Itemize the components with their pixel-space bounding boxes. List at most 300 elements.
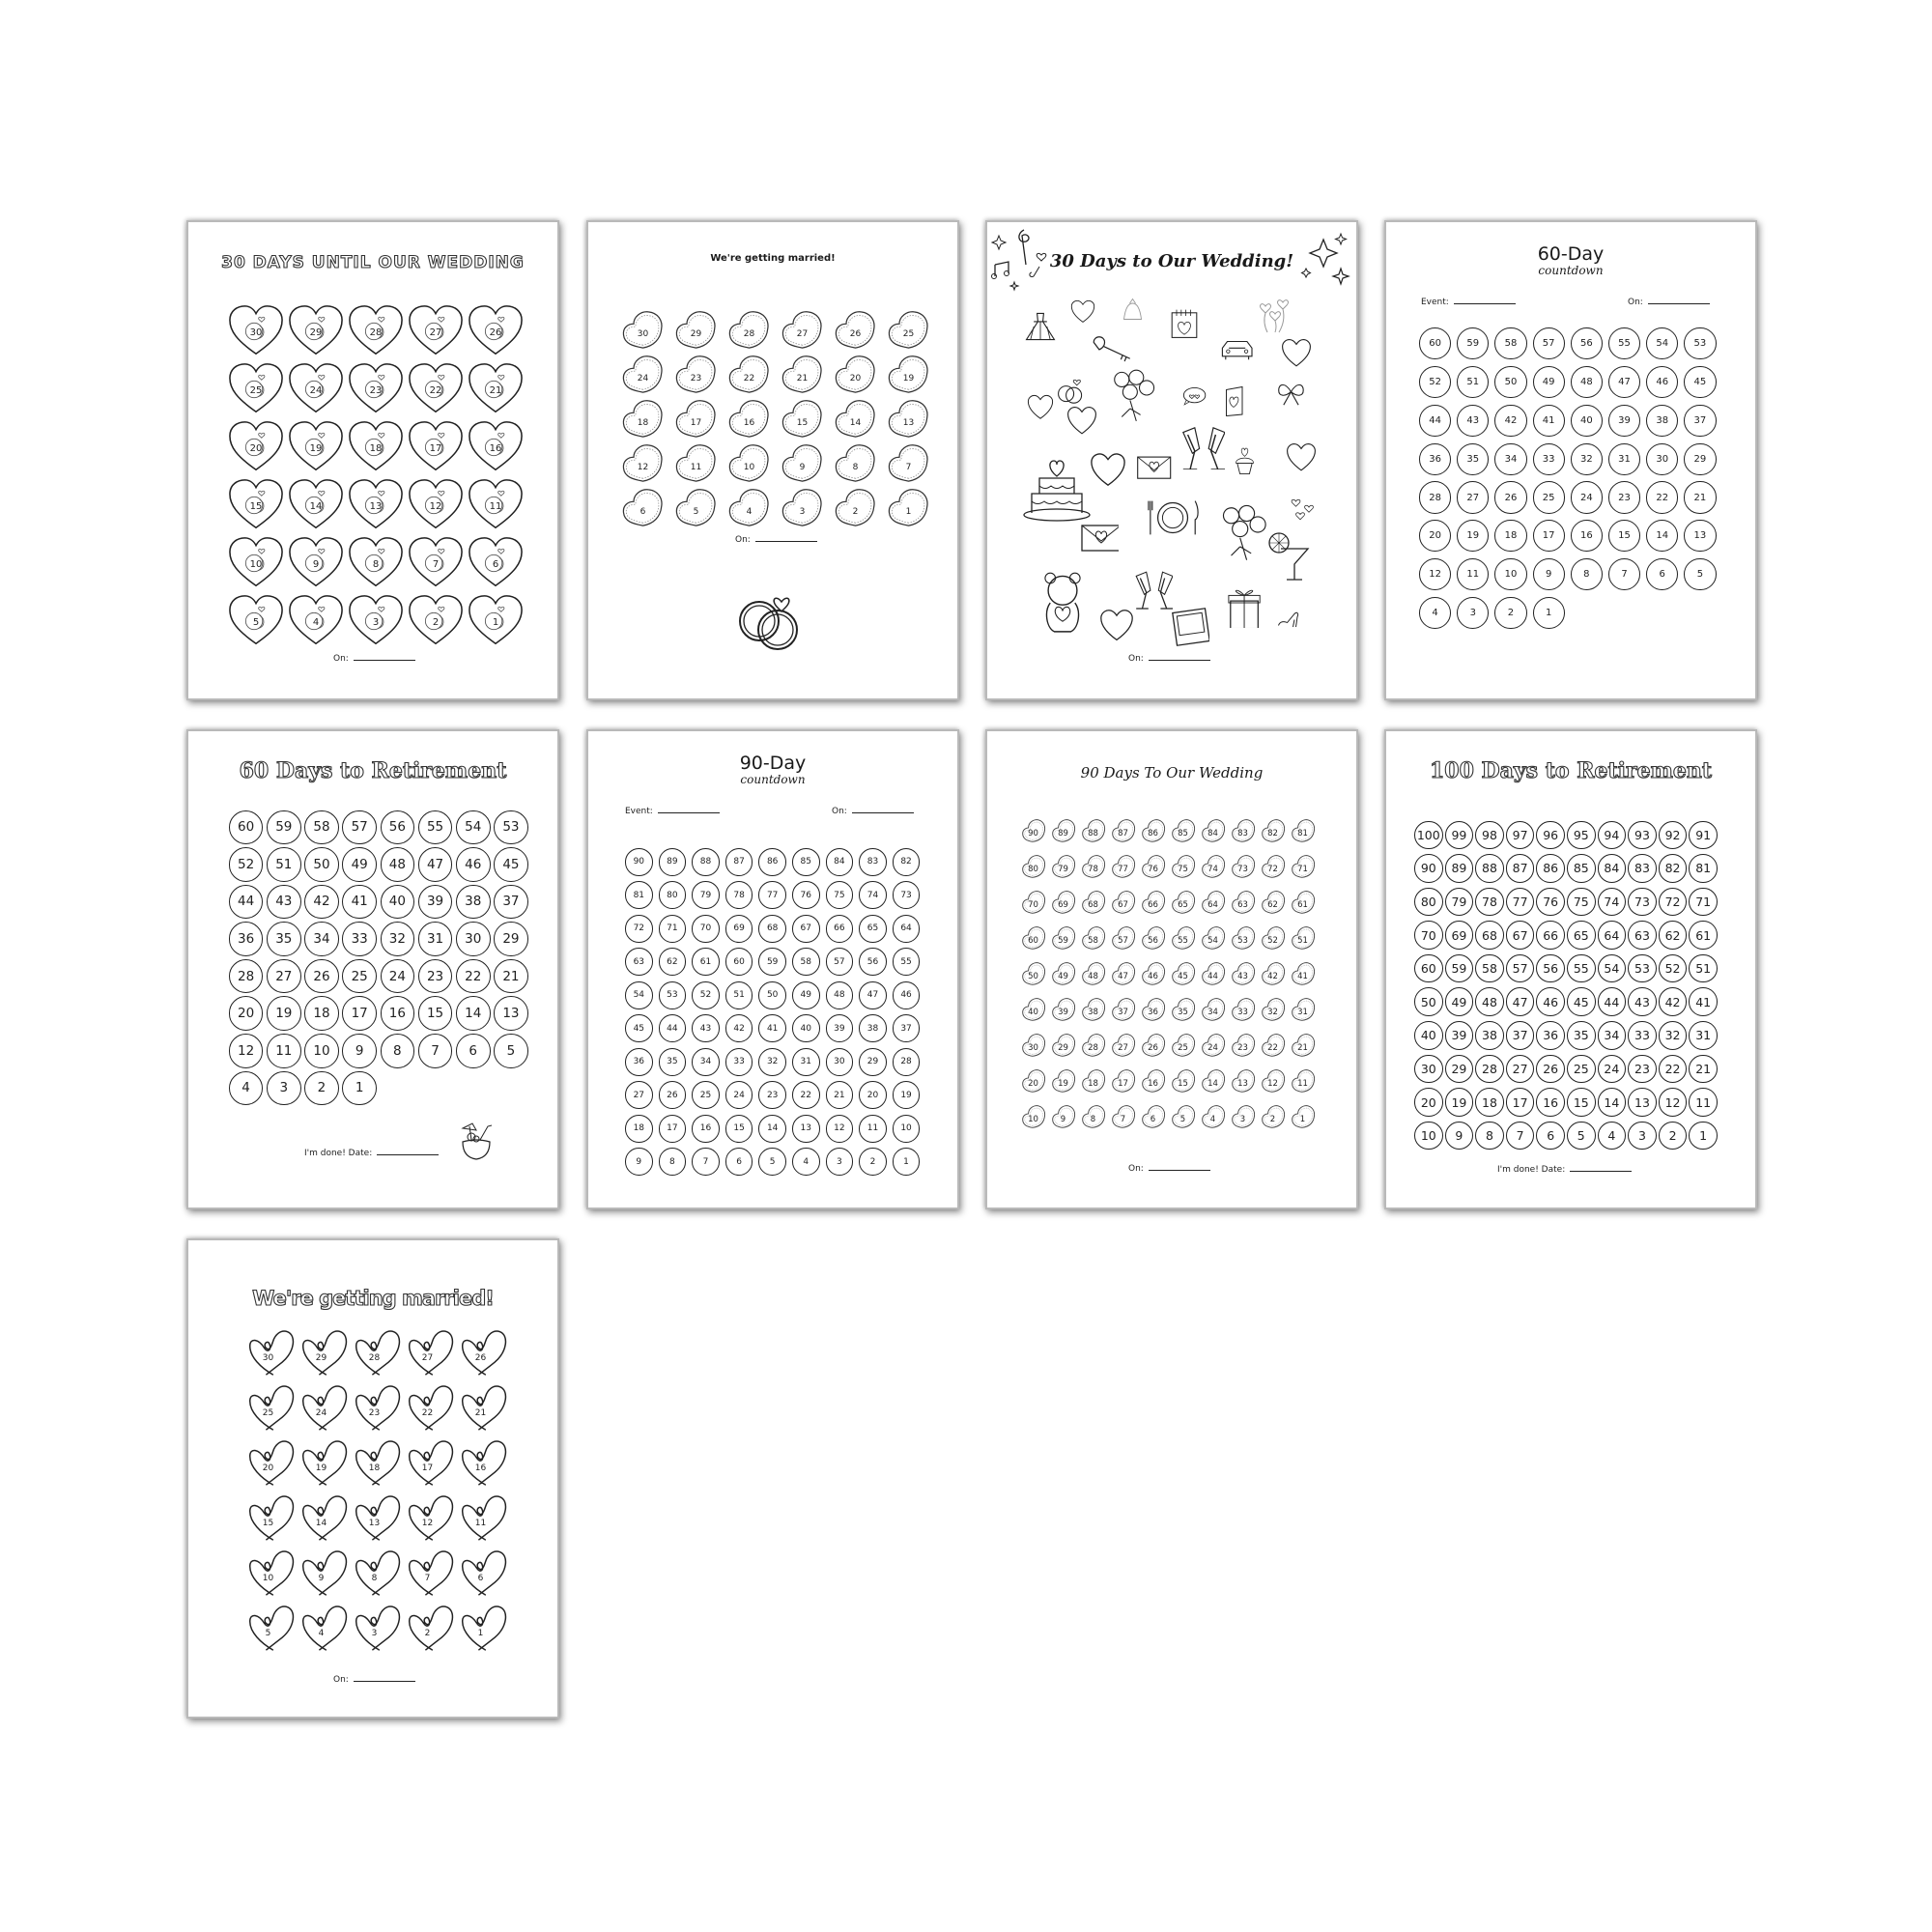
countdown-day-cell[interactable] — [404, 1491, 457, 1546]
countdown-day-cell[interactable] — [416, 809, 454, 846]
done-date-field[interactable] — [1497, 1163, 1632, 1175]
countdown-day-cell[interactable] — [492, 995, 529, 1033]
countdown-day-cell[interactable] — [723, 845, 756, 879]
countdown-day-cell[interactable] — [265, 957, 302, 995]
countdown-day-cell[interactable] — [1289, 848, 1319, 884]
countdown-day-cell[interactable] — [351, 1380, 404, 1435]
countdown-day-cell[interactable] — [1259, 1027, 1289, 1063]
countdown-day-cell[interactable] — [244, 1325, 298, 1380]
countdown-day-cell[interactable] — [1505, 818, 1536, 852]
on-date-field[interactable] — [735, 533, 817, 545]
countdown-day-cell[interactable] — [457, 1601, 510, 1656]
countdown-day-cell[interactable] — [265, 995, 302, 1033]
countdown-day-cell[interactable] — [856, 879, 890, 913]
countdown-day-cell[interactable] — [1139, 920, 1169, 955]
countdown-day-cell[interactable] — [1535, 852, 1566, 886]
countdown-day-cell[interactable] — [1530, 555, 1568, 594]
countdown-day-cell[interactable] — [1688, 1119, 1719, 1152]
countdown-day-cell[interactable] — [689, 946, 723, 980]
countdown-day-cell[interactable] — [689, 1012, 723, 1046]
countdown-day-cell[interactable] — [617, 352, 670, 396]
countdown-day-cell[interactable] — [1049, 812, 1079, 848]
countdown-day-cell[interactable] — [1079, 812, 1109, 848]
countdown-day-cell[interactable] — [1444, 1119, 1475, 1152]
countdown-day-cell[interactable] — [1568, 440, 1605, 478]
countdown-day-cell[interactable] — [656, 1146, 690, 1179]
countdown-day-cell[interactable] — [1079, 1027, 1109, 1063]
countdown-day-cell[interactable] — [1229, 1027, 1259, 1063]
countdown-day-cell[interactable] — [622, 979, 656, 1012]
countdown-day-cell[interactable] — [1139, 848, 1169, 884]
countdown-day-cell[interactable] — [689, 1112, 723, 1146]
countdown-day-cell[interactable] — [1505, 1086, 1536, 1120]
countdown-day-cell[interactable] — [1109, 955, 1139, 991]
countdown-day-cell[interactable] — [723, 879, 756, 913]
countdown-day-cell[interactable] — [689, 879, 723, 913]
countdown-day-cell[interactable] — [379, 921, 416, 958]
countdown-day-cell[interactable] — [1169, 884, 1199, 920]
countdown-day-cell[interactable] — [416, 846, 454, 884]
countdown-day-cell[interactable] — [856, 1045, 890, 1079]
countdown-day-cell[interactable] — [1109, 1063, 1139, 1098]
countdown-day-cell[interactable] — [1492, 594, 1529, 633]
countdown-day-cell[interactable] — [1535, 952, 1566, 985]
countdown-day-cell[interactable] — [1566, 919, 1597, 952]
countdown-day-cell[interactable] — [404, 1435, 457, 1491]
countdown-day-cell[interactable] — [492, 921, 529, 958]
event-field[interactable] — [1421, 296, 1516, 307]
countdown-day-cell[interactable] — [286, 418, 346, 476]
countdown-day-cell[interactable] — [890, 946, 923, 980]
countdown-day-cell[interactable] — [1568, 402, 1605, 440]
countdown-day-cell[interactable] — [341, 883, 379, 921]
countdown-day-cell[interactable] — [1492, 363, 1529, 402]
countdown-day-cell[interactable] — [890, 1045, 923, 1079]
countdown-day-cell[interactable] — [1109, 848, 1139, 884]
countdown-day-cell[interactable] — [341, 1033, 379, 1070]
countdown-day-cell[interactable] — [755, 1012, 789, 1046]
countdown-day-cell[interactable] — [777, 485, 830, 529]
countdown-day-cell[interactable] — [670, 396, 724, 440]
countdown-day-cell[interactable] — [1597, 1119, 1628, 1152]
countdown-day-cell[interactable] — [823, 1045, 857, 1079]
countdown-day-cell[interactable] — [1627, 919, 1658, 952]
countdown-day-cell[interactable] — [244, 1435, 298, 1491]
countdown-day-cell[interactable] — [1658, 919, 1689, 952]
countdown-day-cell[interactable] — [1454, 517, 1492, 555]
countdown-day-cell[interactable] — [622, 1012, 656, 1046]
countdown-day-cell[interactable] — [298, 1601, 351, 1656]
countdown-day-cell[interactable] — [227, 846, 265, 884]
countdown-day-cell[interactable] — [1643, 440, 1681, 478]
countdown-day-cell[interactable] — [670, 307, 724, 352]
countdown-day-cell[interactable] — [1535, 818, 1566, 852]
countdown-day-cell[interactable] — [1474, 818, 1505, 852]
countdown-day-cell[interactable] — [227, 883, 265, 921]
countdown-day-cell[interactable] — [724, 396, 777, 440]
countdown-day-cell[interactable] — [404, 1546, 457, 1601]
countdown-day-cell[interactable] — [1492, 325, 1529, 363]
countdown-day-cell[interactable] — [823, 1079, 857, 1113]
countdown-day-cell[interactable] — [1079, 884, 1109, 920]
countdown-day-cell[interactable] — [1474, 1019, 1505, 1053]
countdown-day-cell[interactable] — [1597, 885, 1628, 919]
countdown-day-cell[interactable] — [226, 302, 286, 360]
countdown-day-cell[interactable] — [454, 957, 492, 995]
countdown-day-cell[interactable] — [406, 476, 466, 534]
countdown-day-cell[interactable] — [1019, 991, 1049, 1027]
countdown-day-cell[interactable] — [298, 1546, 351, 1601]
countdown-day-cell[interactable] — [1688, 1052, 1719, 1086]
countdown-day-cell[interactable] — [1597, 1019, 1628, 1053]
countdown-day-cell[interactable] — [1199, 1098, 1229, 1134]
countdown-day-cell[interactable] — [1605, 517, 1643, 555]
countdown-day-cell[interactable] — [1199, 920, 1229, 955]
countdown-day-cell[interactable] — [656, 845, 690, 879]
countdown-day-cell[interactable] — [1289, 920, 1319, 955]
countdown-day-cell[interactable] — [1049, 884, 1079, 920]
countdown-day-cell[interactable] — [404, 1325, 457, 1380]
countdown-day-cell[interactable] — [298, 1435, 351, 1491]
countdown-day-cell[interactable] — [1688, 885, 1719, 919]
countdown-day-cell[interactable] — [656, 912, 690, 946]
countdown-day-cell[interactable] — [777, 352, 830, 396]
countdown-day-cell[interactable] — [226, 418, 286, 476]
countdown-day-cell[interactable] — [656, 946, 690, 980]
countdown-day-cell[interactable] — [1259, 1063, 1289, 1098]
countdown-day-cell[interactable] — [346, 302, 406, 360]
countdown-day-cell[interactable] — [1474, 1119, 1505, 1152]
countdown-day-cell[interactable] — [1139, 884, 1169, 920]
countdown-day-cell[interactable] — [617, 307, 670, 352]
countdown-day-cell[interactable] — [1019, 1027, 1049, 1063]
countdown-day-cell[interactable] — [302, 957, 340, 995]
countdown-day-cell[interactable] — [1139, 955, 1169, 991]
countdown-day-cell[interactable] — [1289, 1063, 1319, 1098]
countdown-day-cell[interactable] — [1413, 852, 1444, 886]
countdown-day-cell[interactable] — [1229, 848, 1259, 884]
countdown-day-cell[interactable] — [1079, 1098, 1109, 1134]
countdown-day-cell[interactable] — [1199, 955, 1229, 991]
countdown-day-cell[interactable] — [1049, 955, 1079, 991]
countdown-day-cell[interactable] — [1474, 919, 1505, 952]
countdown-day-cell[interactable] — [622, 946, 656, 980]
countdown-day-cell[interactable] — [1109, 884, 1139, 920]
countdown-day-cell[interactable] — [1530, 325, 1568, 363]
countdown-day-cell[interactable] — [689, 912, 723, 946]
countdown-day-cell[interactable] — [379, 995, 416, 1033]
countdown-day-cell[interactable] — [1643, 478, 1681, 517]
countdown-day-cell[interactable] — [1413, 919, 1444, 952]
countdown-day-cell[interactable] — [789, 1146, 823, 1179]
countdown-day-cell[interactable] — [1413, 1052, 1444, 1086]
countdown-day-cell[interactable] — [404, 1601, 457, 1656]
on-date-field[interactable] — [333, 1673, 415, 1685]
countdown-day-cell[interactable] — [1259, 812, 1289, 848]
countdown-day-cell[interactable] — [1474, 985, 1505, 1019]
countdown-day-cell[interactable] — [379, 846, 416, 884]
countdown-day-cell[interactable] — [1229, 1063, 1259, 1098]
countdown-day-cell[interactable] — [755, 979, 789, 1012]
countdown-day-cell[interactable] — [1259, 848, 1289, 884]
countdown-day-cell[interactable] — [830, 485, 883, 529]
countdown-day-cell[interactable] — [689, 979, 723, 1012]
countdown-day-cell[interactable] — [1627, 852, 1658, 886]
countdown-day-cell[interactable] — [1019, 920, 1049, 955]
countdown-day-cell[interactable] — [1169, 848, 1199, 884]
countdown-day-cell[interactable] — [406, 592, 466, 650]
countdown-day-cell[interactable] — [670, 440, 724, 485]
countdown-day-cell[interactable] — [1605, 555, 1643, 594]
countdown-day-cell[interactable] — [689, 1045, 723, 1079]
countdown-day-cell[interactable] — [265, 921, 302, 958]
countdown-day-cell[interactable] — [1049, 991, 1079, 1027]
countdown-day-cell[interactable] — [1530, 478, 1568, 517]
countdown-day-cell[interactable] — [286, 592, 346, 650]
countdown-day-cell[interactable] — [1597, 1086, 1628, 1120]
countdown-day-cell[interactable] — [244, 1491, 298, 1546]
countdown-day-cell[interactable] — [830, 440, 883, 485]
countdown-day-cell[interactable] — [492, 957, 529, 995]
countdown-day-cell[interactable] — [890, 879, 923, 913]
countdown-day-cell[interactable] — [856, 845, 890, 879]
countdown-day-cell[interactable] — [656, 1045, 690, 1079]
countdown-day-cell[interactable] — [1454, 440, 1492, 478]
countdown-day-cell[interactable] — [670, 352, 724, 396]
countdown-day-cell[interactable] — [341, 1069, 379, 1107]
countdown-day-cell[interactable] — [1605, 402, 1643, 440]
countdown-day-cell[interactable] — [724, 307, 777, 352]
countdown-day-cell[interactable] — [492, 846, 529, 884]
countdown-day-cell[interactable] — [883, 396, 936, 440]
countdown-day-cell[interactable] — [1444, 919, 1475, 952]
countdown-day-cell[interactable] — [1169, 1027, 1199, 1063]
countdown-day-cell[interactable] — [1416, 363, 1454, 402]
countdown-day-cell[interactable] — [351, 1491, 404, 1546]
countdown-day-cell[interactable] — [1474, 1052, 1505, 1086]
countdown-day-cell[interactable] — [789, 946, 823, 980]
countdown-day-cell[interactable] — [656, 1112, 690, 1146]
on-date-field[interactable] — [1628, 296, 1710, 307]
countdown-day-cell[interactable] — [823, 912, 857, 946]
countdown-day-cell[interactable] — [1658, 1019, 1689, 1053]
countdown-day-cell[interactable] — [1688, 852, 1719, 886]
countdown-day-cell[interactable] — [617, 396, 670, 440]
countdown-day-cell[interactable] — [823, 946, 857, 980]
countdown-day-cell[interactable] — [890, 1079, 923, 1113]
countdown-day-cell[interactable] — [1169, 1098, 1199, 1134]
countdown-day-cell[interactable] — [1627, 818, 1658, 852]
countdown-day-cell[interactable] — [755, 1045, 789, 1079]
countdown-day-cell[interactable] — [341, 846, 379, 884]
countdown-day-cell[interactable] — [1474, 952, 1505, 985]
countdown-day-cell[interactable] — [622, 1079, 656, 1113]
countdown-day-cell[interactable] — [346, 476, 406, 534]
countdown-day-cell[interactable] — [1505, 952, 1536, 985]
countdown-day-cell[interactable] — [622, 879, 656, 913]
countdown-day-cell[interactable] — [1658, 885, 1689, 919]
countdown-day-cell[interactable] — [1566, 1052, 1597, 1086]
countdown-day-cell[interactable] — [789, 912, 823, 946]
countdown-day-cell[interactable] — [227, 1069, 265, 1107]
countdown-day-cell[interactable] — [406, 302, 466, 360]
countdown-day-cell[interactable] — [622, 1045, 656, 1079]
countdown-day-cell[interactable] — [351, 1325, 404, 1380]
countdown-day-cell[interactable] — [1413, 1119, 1444, 1152]
countdown-day-cell[interactable] — [1259, 991, 1289, 1027]
countdown-day-cell[interactable] — [755, 946, 789, 980]
countdown-day-cell[interactable] — [1474, 852, 1505, 886]
countdown-day-cell[interactable] — [723, 946, 756, 980]
countdown-day-cell[interactable] — [1229, 884, 1259, 920]
countdown-day-cell[interactable] — [1505, 1052, 1536, 1086]
countdown-day-cell[interactable] — [1454, 363, 1492, 402]
on-date-field[interactable] — [1128, 1162, 1210, 1174]
countdown-day-cell[interactable] — [1289, 812, 1319, 848]
countdown-day-cell[interactable] — [1688, 919, 1719, 952]
countdown-day-cell[interactable] — [723, 979, 756, 1012]
countdown-day-cell[interactable] — [226, 534, 286, 592]
countdown-day-cell[interactable] — [823, 1112, 857, 1146]
countdown-day-cell[interactable] — [1492, 555, 1529, 594]
countdown-day-cell[interactable] — [265, 846, 302, 884]
countdown-day-cell[interactable] — [1079, 1063, 1109, 1098]
countdown-day-cell[interactable] — [723, 1045, 756, 1079]
countdown-day-cell[interactable] — [1681, 402, 1719, 440]
countdown-day-cell[interactable] — [1229, 920, 1259, 955]
countdown-day-cell[interactable] — [1605, 325, 1643, 363]
countdown-day-cell[interactable] — [755, 879, 789, 913]
countdown-day-cell[interactable] — [1688, 818, 1719, 852]
countdown-day-cell[interactable] — [1627, 1052, 1658, 1086]
countdown-day-cell[interactable] — [1259, 1098, 1289, 1134]
countdown-day-cell[interactable] — [351, 1546, 404, 1601]
countdown-day-cell[interactable] — [1259, 955, 1289, 991]
countdown-day-cell[interactable] — [1049, 1063, 1079, 1098]
countdown-day-cell[interactable] — [856, 912, 890, 946]
countdown-day-cell[interactable] — [1416, 478, 1454, 517]
countdown-day-cell[interactable] — [890, 1112, 923, 1146]
countdown-day-cell[interactable] — [1535, 1052, 1566, 1086]
countdown-day-cell[interactable] — [302, 921, 340, 958]
countdown-day-cell[interactable] — [1530, 402, 1568, 440]
countdown-day-cell[interactable] — [492, 1033, 529, 1070]
countdown-day-cell[interactable] — [890, 1012, 923, 1046]
countdown-day-cell[interactable] — [1597, 985, 1628, 1019]
countdown-day-cell[interactable] — [227, 1033, 265, 1070]
countdown-day-cell[interactable] — [1492, 517, 1529, 555]
on-date-field[interactable] — [333, 652, 415, 664]
countdown-day-cell[interactable] — [723, 1112, 756, 1146]
countdown-day-cell[interactable] — [454, 846, 492, 884]
countdown-day-cell[interactable] — [457, 1380, 510, 1435]
countdown-day-cell[interactable] — [1109, 1098, 1139, 1134]
countdown-day-cell[interactable] — [890, 912, 923, 946]
countdown-day-cell[interactable] — [1413, 952, 1444, 985]
countdown-day-cell[interactable] — [1199, 991, 1229, 1027]
countdown-day-cell[interactable] — [227, 995, 265, 1033]
countdown-day-cell[interactable] — [1597, 1052, 1628, 1086]
countdown-day-cell[interactable] — [454, 921, 492, 958]
countdown-day-cell[interactable] — [346, 418, 406, 476]
countdown-day-cell[interactable] — [1643, 363, 1681, 402]
countdown-day-cell[interactable] — [286, 360, 346, 418]
countdown-day-cell[interactable] — [890, 845, 923, 879]
countdown-day-cell[interactable] — [1568, 363, 1605, 402]
countdown-day-cell[interactable] — [1505, 985, 1536, 1019]
countdown-day-cell[interactable] — [1444, 1019, 1475, 1053]
countdown-day-cell[interactable] — [286, 534, 346, 592]
countdown-day-cell[interactable] — [1505, 1119, 1536, 1152]
countdown-day-cell[interactable] — [1535, 885, 1566, 919]
countdown-day-cell[interactable] — [1566, 985, 1597, 1019]
countdown-day-cell[interactable] — [1416, 402, 1454, 440]
countdown-day-cell[interactable] — [1413, 1019, 1444, 1053]
countdown-day-cell[interactable] — [1627, 1086, 1658, 1120]
countdown-day-cell[interactable] — [1597, 952, 1628, 985]
countdown-day-cell[interactable] — [1627, 885, 1658, 919]
countdown-day-cell[interactable] — [724, 440, 777, 485]
countdown-day-cell[interactable] — [1681, 555, 1719, 594]
countdown-day-cell[interactable] — [1169, 1063, 1199, 1098]
countdown-day-cell[interactable] — [1109, 920, 1139, 955]
countdown-day-cell[interactable] — [416, 921, 454, 958]
countdown-day-cell[interactable] — [298, 1325, 351, 1380]
countdown-day-cell[interactable] — [1535, 1019, 1566, 1053]
countdown-day-cell[interactable] — [1658, 1086, 1689, 1120]
countdown-day-cell[interactable] — [777, 307, 830, 352]
countdown-day-cell[interactable] — [1049, 1098, 1079, 1134]
countdown-day-cell[interactable] — [1605, 478, 1643, 517]
countdown-day-cell[interactable] — [341, 809, 379, 846]
countdown-day-cell[interactable] — [1627, 1119, 1658, 1152]
countdown-day-cell[interactable] — [454, 883, 492, 921]
countdown-day-cell[interactable] — [1474, 1086, 1505, 1120]
countdown-day-cell[interactable] — [1169, 991, 1199, 1027]
countdown-day-cell[interactable] — [1139, 1098, 1169, 1134]
countdown-day-cell[interactable] — [1169, 920, 1199, 955]
countdown-day-cell[interactable] — [1049, 1027, 1079, 1063]
countdown-day-cell[interactable] — [1568, 555, 1605, 594]
countdown-day-cell[interactable] — [1530, 517, 1568, 555]
countdown-day-cell[interactable] — [1289, 991, 1319, 1027]
countdown-day-cell[interactable] — [1229, 812, 1259, 848]
countdown-day-cell[interactable] — [789, 1112, 823, 1146]
countdown-day-cell[interactable] — [789, 1045, 823, 1079]
countdown-day-cell[interactable] — [457, 1491, 510, 1546]
countdown-day-cell[interactable] — [755, 845, 789, 879]
countdown-day-cell[interactable] — [1416, 594, 1454, 633]
countdown-day-cell[interactable] — [689, 1146, 723, 1179]
countdown-day-cell[interactable] — [1530, 440, 1568, 478]
countdown-day-cell[interactable] — [1505, 885, 1536, 919]
countdown-day-cell[interactable] — [346, 534, 406, 592]
countdown-day-cell[interactable] — [1454, 555, 1492, 594]
countdown-day-cell[interactable] — [1530, 594, 1568, 633]
countdown-day-cell[interactable] — [890, 979, 923, 1012]
countdown-day-cell[interactable] — [1289, 1098, 1319, 1134]
countdown-day-cell[interactable] — [1413, 818, 1444, 852]
event-field[interactable] — [625, 805, 720, 816]
countdown-day-cell[interactable] — [1413, 885, 1444, 919]
countdown-day-cell[interactable] — [265, 1033, 302, 1070]
countdown-day-cell[interactable] — [1199, 812, 1229, 848]
countdown-day-cell[interactable] — [1568, 325, 1605, 363]
countdown-day-cell[interactable] — [1199, 1063, 1229, 1098]
countdown-day-cell[interactable] — [1681, 325, 1719, 363]
countdown-day-cell[interactable] — [1605, 440, 1643, 478]
countdown-day-cell[interactable] — [1658, 985, 1689, 1019]
